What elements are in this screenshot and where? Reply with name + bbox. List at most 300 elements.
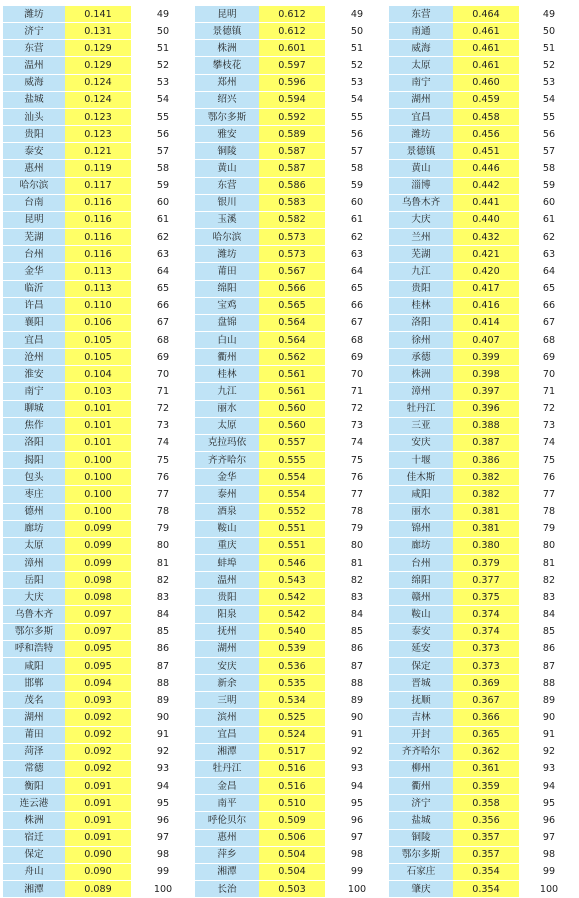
value-cell: 0.117 [65, 177, 131, 194]
rank-cell: 84 [519, 606, 579, 623]
city-cell: 南宁 [389, 74, 453, 91]
rank-cell: 93 [131, 760, 195, 777]
city-cell: 锦州 [389, 520, 453, 537]
rank-cell: 84 [325, 606, 389, 623]
value-cell: 0.540 [259, 623, 325, 640]
city-cell: 威海 [3, 74, 65, 91]
rank-cell: 87 [325, 657, 389, 674]
table-row [3, 229, 579, 246]
city-cell: 包头 [3, 469, 65, 486]
city-cell: 衡阳 [3, 778, 65, 795]
value-cell: 0.113 [65, 280, 131, 297]
rank-cell: 54 [325, 91, 389, 108]
city-cell: 淮安 [3, 366, 65, 383]
value-cell: 0.461 [453, 40, 519, 57]
value-cell: 0.110 [65, 297, 131, 314]
city-cell: 柳州 [389, 760, 453, 777]
table-row [3, 657, 579, 674]
rank-cell: 85 [519, 623, 579, 640]
value-cell: 0.416 [453, 297, 519, 314]
city-cell: 蚌埠 [195, 555, 259, 572]
city-cell: 盐城 [3, 91, 65, 108]
city-cell: 邯郸 [3, 675, 65, 692]
city-cell: 东营 [195, 177, 259, 194]
table-row [3, 6, 579, 23]
value-cell: 0.365 [453, 726, 519, 743]
rank-cell: 86 [519, 640, 579, 657]
rank-cell: 72 [131, 400, 195, 417]
city-cell: 鞍山 [389, 606, 453, 623]
value-cell: 0.092 [65, 760, 131, 777]
value-cell: 0.377 [453, 572, 519, 589]
city-cell: 抚州 [195, 623, 259, 640]
value-cell: 0.442 [453, 177, 519, 194]
city-cell: 绵阳 [195, 280, 259, 297]
value-cell: 0.382 [453, 486, 519, 503]
rank-cell: 74 [325, 434, 389, 451]
value-cell: 0.092 [65, 709, 131, 726]
rank-cell: 51 [325, 40, 389, 57]
city-cell: 齐齐哈尔 [195, 452, 259, 469]
rank-cell: 96 [325, 812, 389, 829]
city-cell: 三亚 [389, 417, 453, 434]
value-cell: 0.517 [259, 743, 325, 760]
city-cell: 芜湖 [3, 229, 65, 246]
rank-cell: 83 [325, 589, 389, 606]
table-row [3, 640, 579, 657]
city-cell: 开封 [389, 726, 453, 743]
city-cell: 湘潭 [3, 880, 65, 897]
rank-cell: 60 [131, 194, 195, 211]
rank-cell: 61 [325, 211, 389, 228]
city-cell: 乌鲁木齐 [3, 606, 65, 623]
value-cell: 0.097 [65, 623, 131, 640]
value-cell: 0.583 [259, 194, 325, 211]
value-cell: 0.587 [259, 143, 325, 160]
city-cell: 抚顺 [389, 692, 453, 709]
city-cell: 太原 [195, 417, 259, 434]
value-cell: 0.091 [65, 795, 131, 812]
rank-cell: 56 [325, 126, 389, 143]
rank-cell: 91 [325, 726, 389, 743]
city-cell: 盘锦 [195, 314, 259, 331]
rank-cell: 60 [519, 194, 579, 211]
value-cell: 0.551 [259, 520, 325, 537]
value-cell: 0.361 [453, 760, 519, 777]
rank-cell: 96 [131, 812, 195, 829]
rank-cell: 55 [325, 108, 389, 125]
value-cell: 0.506 [259, 829, 325, 846]
table-row [3, 503, 579, 520]
table-row [3, 280, 579, 297]
rank-cell: 88 [325, 675, 389, 692]
value-cell: 0.121 [65, 143, 131, 160]
rank-cell: 76 [131, 469, 195, 486]
rank-cell: 54 [519, 91, 579, 108]
rank-cell: 82 [325, 572, 389, 589]
city-cell: 长治 [195, 880, 259, 897]
rank-cell: 70 [325, 366, 389, 383]
city-cell: 肇庆 [389, 880, 453, 897]
rank-cell: 89 [131, 692, 195, 709]
value-cell: 0.414 [453, 314, 519, 331]
value-cell: 0.441 [453, 194, 519, 211]
rank-cell: 79 [325, 520, 389, 537]
value-cell: 0.354 [453, 880, 519, 897]
city-cell: 焦作 [3, 417, 65, 434]
rank-cell: 71 [131, 383, 195, 400]
city-cell: 常德 [3, 760, 65, 777]
value-cell: 0.124 [65, 74, 131, 91]
city-cell: 济宁 [3, 23, 65, 40]
value-cell: 0.357 [453, 846, 519, 863]
city-cell: 鄂尔多斯 [3, 623, 65, 640]
city-cell: 衢州 [389, 778, 453, 795]
value-cell: 0.566 [259, 280, 325, 297]
value-cell: 0.091 [65, 829, 131, 846]
rank-cell: 79 [131, 520, 195, 537]
rank-cell: 76 [325, 469, 389, 486]
city-cell: 阳泉 [195, 606, 259, 623]
rank-cell: 50 [325, 23, 389, 40]
value-cell: 0.131 [65, 23, 131, 40]
city-cell: 金华 [195, 469, 259, 486]
rank-cell: 62 [131, 229, 195, 246]
city-cell: 景德镇 [195, 23, 259, 40]
rank-cell: 70 [519, 366, 579, 383]
value-cell: 0.534 [259, 692, 325, 709]
value-cell: 0.601 [259, 40, 325, 57]
city-cell: 枣庄 [3, 486, 65, 503]
city-cell: 聊城 [3, 400, 65, 417]
rank-cell: 66 [131, 297, 195, 314]
rank-cell: 57 [519, 143, 579, 160]
rank-cell: 50 [519, 23, 579, 40]
city-cell: 呼和浩特 [3, 640, 65, 657]
city-cell: 廊坊 [3, 520, 65, 537]
value-cell: 0.092 [65, 726, 131, 743]
value-cell: 0.592 [259, 108, 325, 125]
rank-cell: 88 [519, 675, 579, 692]
rank-cell: 75 [519, 452, 579, 469]
rank-cell: 84 [131, 606, 195, 623]
city-cell: 德州 [3, 503, 65, 520]
city-cell: 雅安 [195, 126, 259, 143]
city-cell: 漳州 [389, 383, 453, 400]
value-cell: 0.539 [259, 640, 325, 657]
rank-cell: 80 [131, 537, 195, 554]
value-cell: 0.116 [65, 229, 131, 246]
city-cell: 新余 [195, 675, 259, 692]
city-cell: 鄂尔多斯 [195, 108, 259, 125]
city-cell: 沧州 [3, 349, 65, 366]
value-cell: 0.542 [259, 606, 325, 623]
value-cell: 0.573 [259, 246, 325, 263]
rank-cell: 69 [325, 349, 389, 366]
rank-cell: 59 [325, 177, 389, 194]
rank-cell: 94 [131, 778, 195, 795]
value-cell: 0.564 [259, 331, 325, 348]
city-cell: 襄阳 [3, 314, 65, 331]
city-cell: 牡丹江 [195, 760, 259, 777]
city-cell: 吉林 [389, 709, 453, 726]
value-cell: 0.461 [453, 23, 519, 40]
table-row [3, 383, 579, 400]
value-cell: 0.589 [259, 126, 325, 143]
table-body [3, 6, 579, 898]
city-cell: 哈尔滨 [3, 177, 65, 194]
value-cell: 0.091 [65, 812, 131, 829]
rank-cell: 97 [131, 829, 195, 846]
rank-cell: 86 [325, 640, 389, 657]
rank-cell: 97 [325, 829, 389, 846]
table-row [3, 486, 579, 503]
rank-cell: 72 [325, 400, 389, 417]
table-row [3, 331, 579, 348]
rank-cell: 95 [131, 795, 195, 812]
city-cell: 廊坊 [389, 537, 453, 554]
rank-cell: 82 [519, 572, 579, 589]
rank-cell: 65 [131, 280, 195, 297]
city-cell: 湖州 [195, 640, 259, 657]
city-cell: 湖州 [389, 91, 453, 108]
city-cell: 宝鸡 [195, 297, 259, 314]
value-cell: 0.379 [453, 555, 519, 572]
rank-cell: 90 [325, 709, 389, 726]
value-cell: 0.446 [453, 160, 519, 177]
city-cell: 太原 [3, 537, 65, 554]
rank-cell: 73 [325, 417, 389, 434]
value-cell: 0.380 [453, 537, 519, 554]
city-cell: 景德镇 [389, 143, 453, 160]
rank-cell: 90 [519, 709, 579, 726]
table-row [3, 417, 579, 434]
rank-cell: 64 [325, 263, 389, 280]
rank-cell: 83 [519, 589, 579, 606]
table-row [3, 537, 579, 554]
rank-cell: 58 [519, 160, 579, 177]
rank-cell: 78 [131, 503, 195, 520]
value-cell: 0.421 [453, 246, 519, 263]
rank-cell: 67 [519, 314, 579, 331]
value-cell: 0.101 [65, 417, 131, 434]
value-cell: 0.101 [65, 400, 131, 417]
table-row [3, 760, 579, 777]
rank-cell: 79 [519, 520, 579, 537]
value-cell: 0.357 [453, 829, 519, 846]
city-cell: 南平 [195, 795, 259, 812]
table-row [3, 74, 579, 91]
rank-cell: 52 [325, 57, 389, 74]
rank-cell: 93 [519, 760, 579, 777]
rank-cell: 50 [131, 23, 195, 40]
city-cell: 白山 [195, 331, 259, 348]
value-cell: 0.099 [65, 520, 131, 537]
table-row [3, 555, 579, 572]
city-cell: 潍坊 [195, 246, 259, 263]
city-cell: 咸阳 [3, 657, 65, 674]
city-cell: 呼伦贝尔 [195, 812, 259, 829]
city-cell: 重庆 [195, 537, 259, 554]
rank-cell: 89 [325, 692, 389, 709]
city-cell: 舟山 [3, 863, 65, 880]
rank-cell: 51 [131, 40, 195, 57]
city-cell: 临沂 [3, 280, 65, 297]
city-cell: 台州 [3, 246, 65, 263]
city-cell: 安庆 [389, 434, 453, 451]
city-cell: 哈尔滨 [195, 229, 259, 246]
city-cell: 银川 [195, 194, 259, 211]
value-cell: 0.103 [65, 383, 131, 400]
table-row [3, 812, 579, 829]
rank-cell: 69 [131, 349, 195, 366]
value-cell: 0.366 [453, 709, 519, 726]
city-cell: 桂林 [195, 366, 259, 383]
table-row [3, 726, 579, 743]
value-cell: 0.461 [453, 57, 519, 74]
rank-cell: 62 [519, 229, 579, 246]
table-row [3, 349, 579, 366]
value-cell: 0.399 [453, 349, 519, 366]
value-cell: 0.119 [65, 160, 131, 177]
rank-cell: 51 [519, 40, 579, 57]
rank-cell: 80 [325, 537, 389, 554]
city-cell: 株洲 [195, 40, 259, 57]
city-cell: 许昌 [3, 297, 65, 314]
rank-cell: 52 [131, 57, 195, 74]
city-cell: 岳阳 [3, 572, 65, 589]
city-cell: 东营 [3, 40, 65, 57]
value-cell: 0.141 [65, 6, 131, 23]
rank-cell: 73 [519, 417, 579, 434]
city-cell: 兰州 [389, 229, 453, 246]
rank-cell: 90 [131, 709, 195, 726]
table-row [3, 452, 579, 469]
value-cell: 0.509 [259, 812, 325, 829]
rank-cell: 67 [325, 314, 389, 331]
city-cell: 宜昌 [3, 331, 65, 348]
rank-cell: 53 [325, 74, 389, 91]
value-cell: 0.525 [259, 709, 325, 726]
city-cell: 莆田 [3, 726, 65, 743]
rank-cell: 57 [131, 143, 195, 160]
value-cell: 0.373 [453, 657, 519, 674]
value-cell: 0.100 [65, 469, 131, 486]
city-cell: 十堰 [389, 452, 453, 469]
rank-cell: 99 [325, 863, 389, 880]
table-row [3, 91, 579, 108]
table-row [3, 143, 579, 160]
rank-cell: 68 [519, 331, 579, 348]
city-cell: 揭阳 [3, 452, 65, 469]
rank-cell: 65 [519, 280, 579, 297]
value-cell: 0.459 [453, 91, 519, 108]
city-cell: 盐城 [389, 812, 453, 829]
city-cell: 滨州 [195, 709, 259, 726]
rank-cell: 92 [131, 743, 195, 760]
city-cell: 大庆 [389, 211, 453, 228]
value-cell: 0.573 [259, 229, 325, 246]
city-cell: 衢州 [195, 349, 259, 366]
city-cell: 丽水 [389, 503, 453, 520]
rank-cell: 49 [519, 6, 579, 23]
rank-cell: 87 [519, 657, 579, 674]
city-cell: 三明 [195, 692, 259, 709]
rank-cell: 94 [519, 778, 579, 795]
city-cell: 酒泉 [195, 503, 259, 520]
table-row [3, 589, 579, 606]
value-cell: 0.560 [259, 400, 325, 417]
city-cell: 湖州 [3, 709, 65, 726]
rank-cell: 82 [131, 572, 195, 589]
value-cell: 0.564 [259, 314, 325, 331]
city-cell: 湘潭 [195, 863, 259, 880]
value-cell: 0.100 [65, 452, 131, 469]
rank-cell: 89 [519, 692, 579, 709]
city-cell: 桂林 [389, 297, 453, 314]
city-cell: 惠州 [195, 829, 259, 846]
city-cell: 安庆 [195, 657, 259, 674]
city-cell: 莆田 [195, 263, 259, 280]
rank-cell: 54 [131, 91, 195, 108]
value-cell: 0.129 [65, 57, 131, 74]
rank-cell: 99 [131, 863, 195, 880]
value-cell: 0.123 [65, 126, 131, 143]
city-cell: 石家庄 [389, 863, 453, 880]
city-cell: 郑州 [195, 74, 259, 91]
city-cell: 金华 [3, 263, 65, 280]
city-cell: 温州 [3, 57, 65, 74]
rank-cell: 66 [519, 297, 579, 314]
city-cell: 菏泽 [3, 743, 65, 760]
rank-cell: 77 [519, 486, 579, 503]
value-cell: 0.561 [259, 383, 325, 400]
rank-cell: 91 [131, 726, 195, 743]
table-row [3, 863, 579, 880]
value-cell: 0.113 [65, 263, 131, 280]
city-cell: 金昌 [195, 778, 259, 795]
table-row [3, 23, 579, 40]
value-cell: 0.098 [65, 589, 131, 606]
table-row [3, 160, 579, 177]
value-cell: 0.356 [453, 812, 519, 829]
rank-cell: 63 [131, 246, 195, 263]
value-cell: 0.451 [453, 143, 519, 160]
value-cell: 0.432 [453, 229, 519, 246]
value-cell: 0.582 [259, 211, 325, 228]
city-cell: 乌鲁木齐 [389, 194, 453, 211]
city-cell: 九江 [195, 383, 259, 400]
city-cell: 南宁 [3, 383, 65, 400]
value-cell: 0.587 [259, 160, 325, 177]
value-cell: 0.090 [65, 863, 131, 880]
value-cell: 0.535 [259, 675, 325, 692]
city-cell: 泰州 [195, 486, 259, 503]
city-cell: 台州 [389, 555, 453, 572]
rank-cell: 68 [325, 331, 389, 348]
rank-cell: 73 [131, 417, 195, 434]
rank-cell: 71 [325, 383, 389, 400]
rank-cell: 59 [519, 177, 579, 194]
value-cell: 0.565 [259, 297, 325, 314]
value-cell: 0.596 [259, 74, 325, 91]
rank-cell: 53 [519, 74, 579, 91]
value-cell: 0.516 [259, 760, 325, 777]
rank-cell: 64 [131, 263, 195, 280]
city-cell: 黄山 [195, 160, 259, 177]
city-cell: 济宁 [389, 795, 453, 812]
city-cell: 赣州 [389, 589, 453, 606]
